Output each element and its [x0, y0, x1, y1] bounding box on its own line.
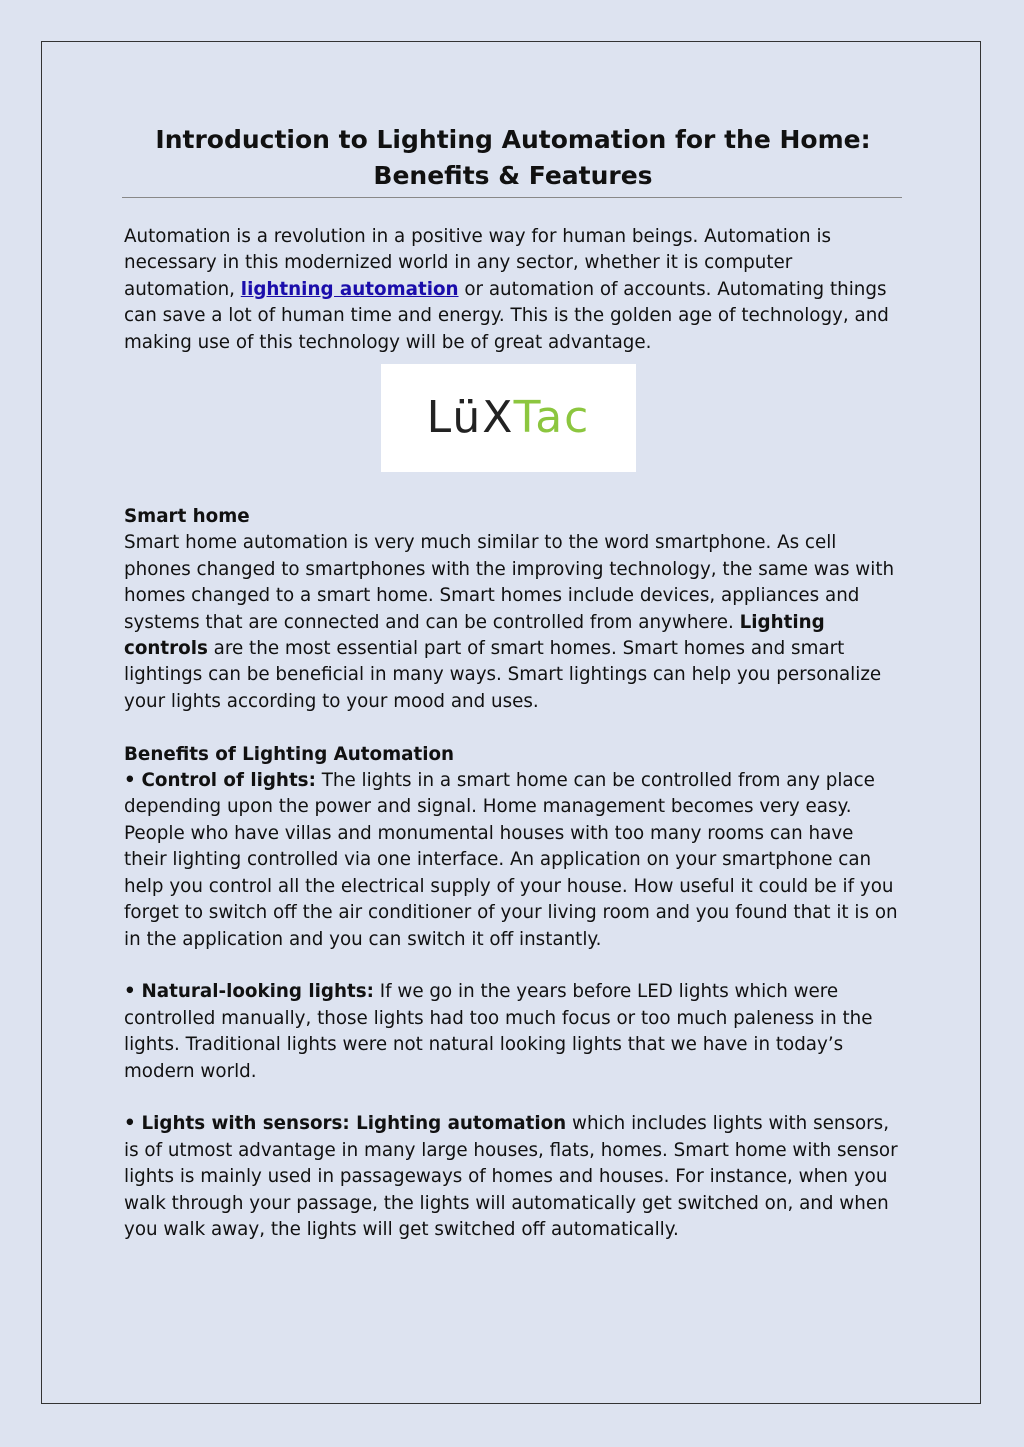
benefit-label: Lights with sensors: Lighting automation [141, 1113, 567, 1135]
title-divider [122, 197, 902, 198]
benefit-item-sensors [124, 1111, 899, 1243]
benefit-label: Control of lights: [141, 770, 316, 792]
bullet: • [124, 770, 136, 792]
intro-text-before: Automation is a revolution in a positive way for human beings. Automation is necessary in this modernized world in any sector, whether it is computer automation, [124, 226, 832, 300]
logo-part-dark: LüX [426, 392, 514, 444]
lighting-controls-bold: Lighting controls [124, 611, 825, 660]
logo-wordmark [426, 392, 591, 444]
benefit-text: The lights in a smart home can be controlled from any place depending upon the power and signal. Home management becomes very easy. People who have villas and monumental houses with too many rooms can have their lighting controlled via one interface. An application on your smartphone can help you control all the electrical supply of your house. How useful it could be if you forget to switch off the air conditioner of your living room and you found that it is on in the application and you can switch it off instantly. [124, 770, 898, 950]
page-title [124, 122, 902, 194]
smart-home-heading: Smart home [124, 506, 250, 528]
benefits-heading: Benefits of Lighting Automation [124, 743, 455, 765]
intro-paragraph [124, 224, 899, 356]
benefit-text: If we go in the years before LED lights which were controlled manually, those lights had too much focus or too much paleness in the lights. Traditional lights were not natural looking lights that we have in today’s modern world. [124, 981, 873, 1082]
benefit-label: Natural-looking lights: [141, 981, 374, 1003]
benefit-item-natural [124, 979, 899, 1085]
bullet: • [124, 1113, 136, 1135]
benefit-text: which includes lights with sensors, is of utmost advantage in many large houses, flats, homes. Smart home with sensor lights is mainly used in passageways of homes and houses. For instance, when you walk through your passage, the lights will automatically get switched on, and when you walk away, the lights will get switched off automatically. [124, 1113, 898, 1240]
intro-text-after: or automation of accounts. Automating things can save a lot of human time and energy. This is the golden age of technology, and making use of this technology will be of great advantage. [124, 278, 889, 353]
title-line-2: Benefits & Features [373, 161, 653, 190]
smart-home-text-before: Smart home automation is very much similar to the word smartphone. As cell phones changed to smartphones with the improving technology, the same was with homes changed to a smart home. Smart homes include devices, appliances and systems that are connected and can be controlled from anywhere. [124, 532, 895, 633]
lightning-automation-link[interactable]: lightning automation [240, 278, 459, 300]
smart-home-text-after: are the most essential part of smart homes. Smart homes and smart lightings can be beneficial in many ways. Smart lightings can help you personalize your lights according to your mood and uses. [124, 638, 882, 712]
document-body [124, 224, 899, 1243]
benefit-item-control [124, 768, 899, 953]
title-line-1: Introduction to Lighting Automation for the Home: [155, 125, 871, 154]
logo-part-green: Tac [513, 392, 591, 444]
luxtac-logo [381, 364, 636, 472]
bullet: • [124, 981, 136, 1003]
smart-home-paragraph [124, 530, 899, 715]
